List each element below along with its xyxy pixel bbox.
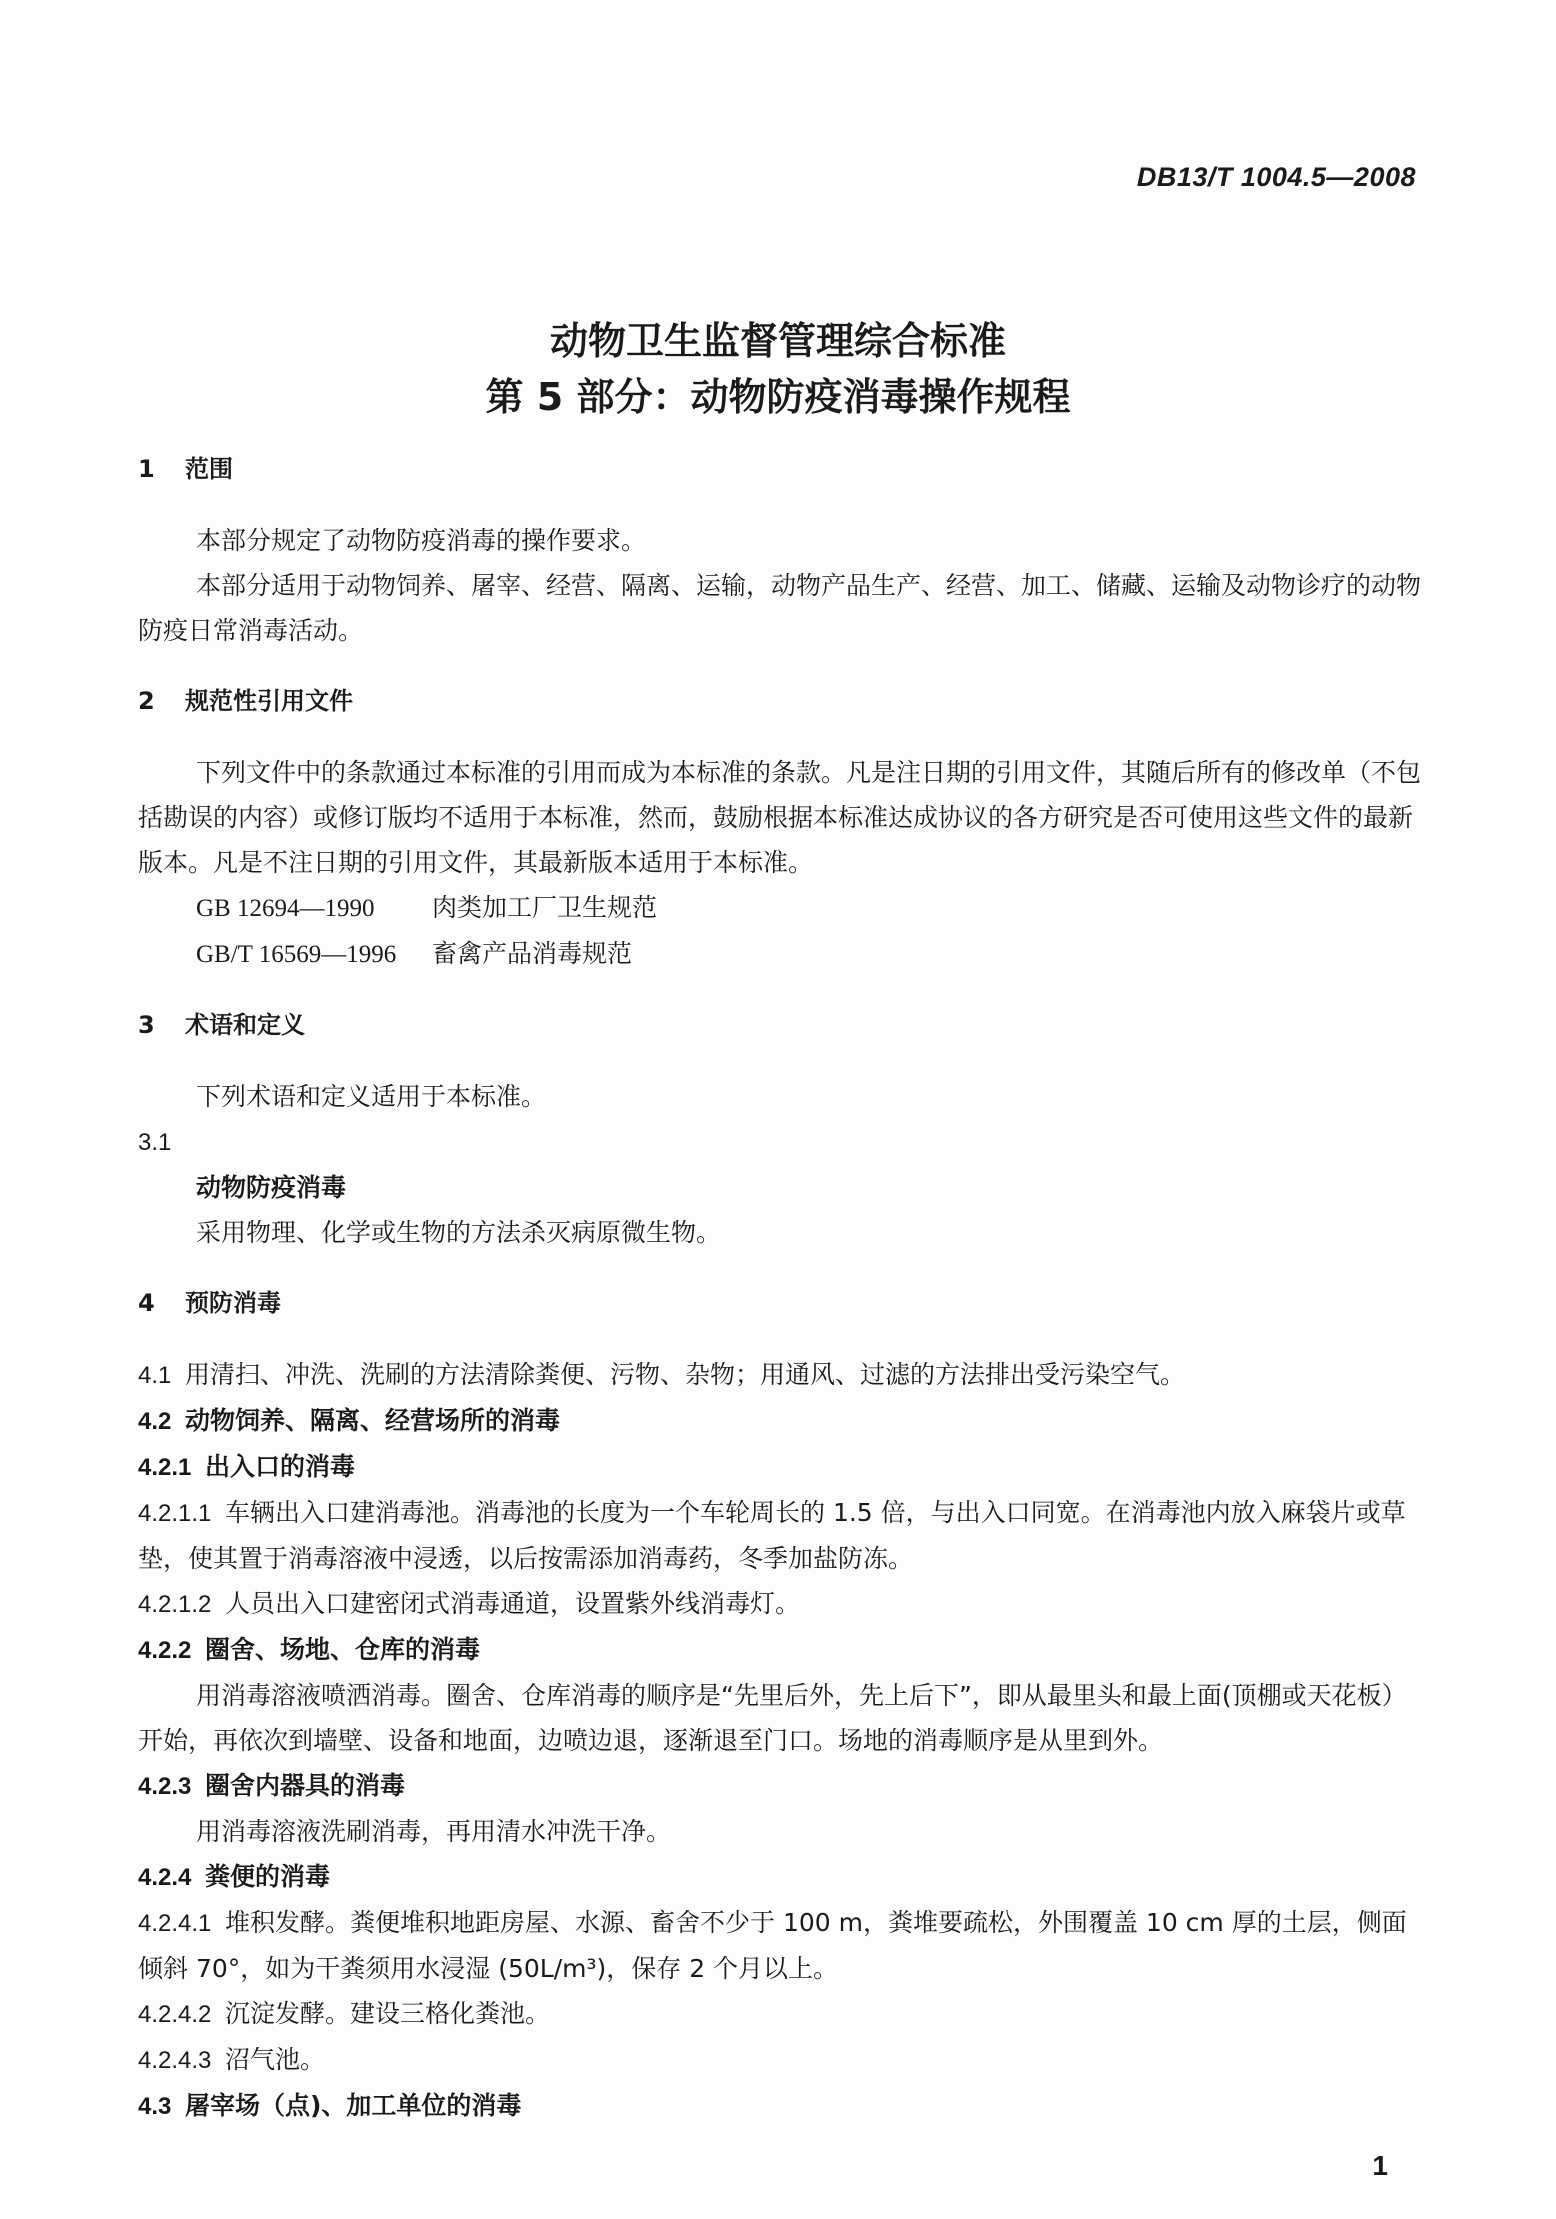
reference-item — [138, 885, 1423, 931]
clause-text: 用清扫、冲洗、洗刷的方法清除粪便、污物、杂物；用通风、过滤的方法排出受污染空气。 — [185, 1360, 1186, 1389]
document-body — [138, 447, 1423, 2129]
clause-4-2-1-1 — [138, 1490, 1423, 1581]
clause-number: 4.3 — [138, 2093, 172, 2120]
clause-4-2 — [138, 1398, 1423, 1444]
clause-4-2-1 — [138, 1444, 1423, 1490]
clause-text: 用消毒溶液洗刷消毒，再用清水冲洗干净。 — [196, 1817, 672, 1846]
section-heading — [138, 1003, 1423, 1048]
clause-4-3 — [138, 2083, 1423, 2129]
clause-number: 4.2.1 — [138, 1454, 192, 1481]
document-subtitle: 第 5 部分：动物防疫消毒操作规程 — [485, 375, 1071, 419]
clause-number: 4.2.4.3 — [138, 2047, 212, 2074]
term-definition: 采用物理、化学或生物的方法杀灭病原微生物。 — [196, 1218, 722, 1247]
reference-title: 肉类加工厂卫生规范 — [432, 893, 658, 922]
clause-heading: 圈舍、场地、仓库的消毒 — [205, 1635, 481, 1664]
term-number: 3.1 — [138, 1129, 172, 1156]
section-number: 4 — [138, 1289, 155, 1317]
clause-4-2-4 — [138, 1854, 1423, 1900]
clause-heading: 圈舍内器具的消毒 — [205, 1771, 406, 1800]
document-title: 动物卫生监督管理综合标准 — [549, 319, 1006, 363]
clause-4-1 — [138, 1352, 1423, 1398]
clause-number: 4.2.3 — [138, 1773, 192, 1800]
clause-text: 车辆出入口建消毒池。消毒池的长度为一个车轮周长的 1.5 倍，与出入口同宽。在消毒池内放入麻袋片或草垫，使其置于消毒溶液中浸透，以后按需添加消毒药，冬季加盐防冻。 — [138, 1498, 1406, 1573]
section-heading — [138, 447, 1423, 492]
clause-text: 用消毒溶液喷洒消毒。圈舍、仓库消毒的顺序是“先里后外，先上后下”，即从最里头和最上面(顶棚或天花板）开始，再依次到墙壁、设备和地面，边喷边退，逐渐退至门口。场地的消毒顺序是从里到外。 — [138, 1681, 1407, 1755]
term: 动物防疫消毒 — [196, 1173, 347, 1202]
section-title: 范围 — [185, 455, 233, 483]
clause-text: 堆积发酵。粪便堆积地距房屋、水源、畜舍不少于 100 m，粪堆要疏松，外围覆盖 10 cm 厚的土层，侧面倾斜 70°，如为干粪须用水浸湿 (50L/m³)，保存 2 个月以上。 — [138, 1908, 1407, 1983]
clause-text: 沉淀发酵。建设三格化粪池。 — [225, 1999, 551, 2028]
paragraph: 本部分规定了动物防疫消毒的操作要求。 — [196, 526, 647, 555]
clause-number: 4.2 — [138, 1408, 172, 1435]
standard-number: DB13/T 1004.5—2008 — [1136, 162, 1416, 192]
clause-heading: 出入口的消毒 — [205, 1452, 356, 1481]
paragraph: 本部分适用于动物饲养、屠宰、经营、隔离、运输，动物产品生产、经营、加工、储藏、运输及动物诊疗的动物防疫日常消毒活动。 — [138, 571, 1422, 645]
clause-number: 4.1 — [138, 1362, 172, 1389]
reference-code: GB/T 16569—1996 — [196, 941, 397, 968]
paragraph: 下列术语和定义适用于本标准。 — [196, 1082, 547, 1111]
clause-number: 4.2.4.1 — [138, 1910, 212, 1937]
section-heading — [138, 679, 1423, 724]
section-title: 规范性引用文件 — [185, 687, 353, 715]
clause-number: 4.2.2 — [138, 1637, 192, 1664]
clause-heading: 动物饲养、隔离、经营场所的消毒 — [185, 1406, 561, 1435]
clause-text: 人员出入口建密闭式消毒通道，设置紫外线消毒灯。 — [225, 1589, 801, 1618]
reference-code: GB 12694—1990 — [196, 895, 375, 922]
section-number: 2 — [138, 687, 155, 715]
section-title: 术语和定义 — [185, 1011, 305, 1039]
clause-number: 4.2.4.2 — [138, 2001, 212, 2028]
clause-4-2-1-2 — [138, 1581, 1423, 1627]
section-number: 1 — [138, 455, 155, 483]
clause-heading: 屠宰场（点)、加工单位的消毒 — [185, 2091, 522, 2120]
clause-4-2-4-2 — [138, 1991, 1423, 2037]
paragraph: 下列文件中的条款通过本标准的引用而成为本标准的条款。凡是注日期的引用文件，其随后所有的修改单（不包括勘误的内容）或修订版均不适用于本标准，然而，鼓励根据本标准达成协议的各方研究是否可使用这些文件的最新版本。凡是不注日期的引用文件，其最新版本适用于本标准。 — [138, 758, 1422, 877]
section-title: 预防消毒 — [185, 1289, 281, 1317]
reference-item — [138, 931, 1423, 977]
clause-4-2-3 — [138, 1763, 1423, 1809]
clause-4-2-4-3 — [138, 2037, 1423, 2083]
clause-text: 沼气池。 — [225, 2045, 326, 2074]
reference-title: 畜禽产品消毒规范 — [432, 939, 633, 968]
page-number: 1 — [1372, 2150, 1388, 2181]
clause-number: 4.2.1.2 — [138, 1591, 212, 1618]
clause-number: 4.2.1.1 — [138, 1500, 212, 1527]
clause-number: 4.2.4 — [138, 1864, 192, 1891]
section-heading — [138, 1281, 1423, 1326]
clause-4-2-2 — [138, 1627, 1423, 1673]
clause-heading: 粪便的消毒 — [205, 1862, 331, 1891]
section-number: 3 — [138, 1011, 155, 1039]
clause-4-2-4-1 — [138, 1900, 1423, 1991]
